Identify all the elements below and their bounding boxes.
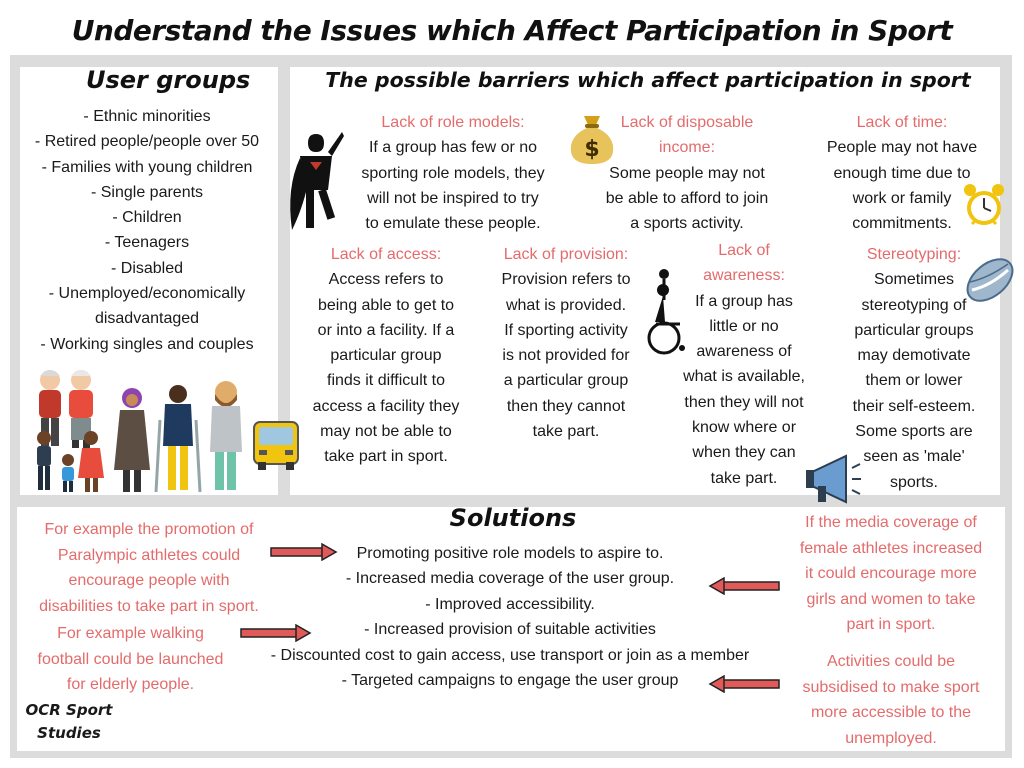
barrier-text: being able to get to — [317, 296, 455, 314]
arrow-left-icon — [708, 675, 780, 693]
note-line: For example walking — [57, 625, 204, 642]
barrier-title: Stereotyping: — [866, 246, 962, 263]
barrier-text: or into a facility. If a — [317, 321, 455, 339]
barrier-text: then they cannot — [506, 397, 626, 415]
list-item: - Targeted campaigns to engage the user group — [341, 672, 679, 690]
list-item: - Ethnic minorities — [83, 108, 211, 125]
list-item: - Discounted cost to gain access, use transport or join as a member — [270, 646, 750, 664]
list-item: Promoting positive role models to aspire to. — [356, 545, 664, 562]
note-line: Paralympic athletes could — [57, 546, 241, 564]
list-item: disadvantaged — [94, 310, 200, 328]
barrier-text: seen as 'male' — [863, 448, 965, 466]
barrier-title: Lack of provision: — [503, 246, 629, 263]
arrow-right-icon — [240, 624, 312, 642]
barrier-text: Provision refers to — [501, 271, 631, 289]
barrier-text: particular group — [330, 347, 442, 365]
barrier-title: Lack of role models: — [381, 114, 525, 131]
money-bag-icon — [567, 112, 617, 166]
megaphone-icon — [804, 452, 864, 508]
barrier-text: Access refers to — [328, 271, 444, 289]
page-title: Understand the Issues which Affect Participation in Sport — [71, 14, 953, 47]
arrow-left-icon — [708, 577, 780, 595]
note-line: encourage people with — [68, 572, 230, 589]
list-item: - Children — [112, 209, 182, 227]
ocr-sport-studies-label — [24, 699, 114, 745]
example-note-walking-football — [18, 621, 243, 698]
barrier-text: finds it difficult to — [327, 372, 445, 390]
barrier-text: a sports activity. — [630, 215, 744, 233]
barrier-text: may demotivate — [857, 347, 971, 365]
barrier-text: take part. — [532, 423, 600, 441]
note-line: If the media coverage of — [805, 514, 977, 531]
barrier-text: then they will not — [684, 393, 804, 411]
solutions-heading: Solutions — [449, 504, 577, 532]
barrier-text: People may not have — [826, 139, 978, 157]
barrier-title: Lack of time: — [856, 114, 948, 131]
barrier-text: to emulate these people. — [365, 215, 541, 233]
user-groups-list — [18, 104, 276, 357]
barrier-text: work or family — [852, 189, 952, 207]
barriers-heading: The possible barriers which affect participation in sport — [325, 68, 971, 92]
barrier-text: a particular group — [503, 372, 629, 390]
barrier-text: enough time due to — [833, 164, 971, 182]
note-line: unemployed. — [845, 729, 937, 747]
note-line: For example the promotion of — [44, 521, 254, 538]
barrier-text: Some people may not — [609, 164, 765, 182]
people-group-icon — [28, 360, 256, 495]
list-item: - Unemployed/economically — [48, 285, 246, 303]
barrier-text: be able to afford to join — [605, 189, 769, 207]
note-line: part in sport. — [846, 616, 936, 633]
list-item: - Working singles and couples — [40, 335, 254, 353]
barrier-title: income: — [658, 139, 716, 157]
note-line: girls and women to take — [806, 590, 976, 608]
barrier-text: awareness of — [696, 343, 792, 361]
barrier-text: their self-esteem. — [852, 397, 976, 415]
footer-line: OCR Sport — [25, 701, 113, 719]
user-groups-heading: User groups — [86, 66, 251, 94]
barrier-provision — [485, 242, 647, 444]
barrier-text: access a facility they — [312, 397, 460, 415]
note-line: it could encourage more — [805, 565, 977, 582]
note-line: subsidised to make sport — [802, 678, 980, 696]
list-item: - Teenagers — [104, 234, 190, 252]
barrier-text: take part in sport. — [324, 448, 448, 466]
example-note-media — [780, 510, 1002, 638]
alarm-clock-icon — [962, 182, 1006, 228]
solutions-list — [240, 541, 780, 693]
barrier-text: If a group has few or no — [368, 139, 538, 157]
barrier-title: awareness: — [703, 267, 785, 285]
barrier-text: will not be inspired to try — [367, 189, 539, 207]
list-item: - Retired people/people over 50 — [34, 133, 260, 151]
barrier-text: may not be able to — [320, 423, 452, 441]
barrier-text: little or no — [709, 317, 779, 335]
wheelchair-basketball-icon — [644, 268, 690, 358]
list-item: - Families with young children — [41, 158, 253, 176]
barrier-text: If a group has — [695, 292, 793, 310]
list-item: - Disabled — [110, 259, 184, 277]
barrier-title: Lack of access: — [330, 246, 442, 263]
list-item: - Improved accessibility. — [425, 595, 595, 613]
note-line: disabilities to take part in sport. — [39, 597, 259, 615]
barrier-text: If sporting activity — [504, 321, 628, 339]
list-item: - Increased provision of suitable activities — [364, 621, 656, 639]
arrow-right-icon — [270, 543, 338, 561]
note-line: for elderly people. — [66, 676, 195, 693]
barrier-awareness — [670, 238, 818, 491]
example-note-subsidised — [780, 649, 1002, 751]
rugby-ball-icon — [962, 252, 1018, 308]
barrier-text: sporting role models, they — [361, 164, 545, 182]
note-line: female athletes increased — [799, 539, 983, 557]
superhero-icon — [286, 128, 346, 236]
barrier-text: is not provided for — [502, 347, 630, 365]
barrier-text: sports. — [889, 473, 938, 491]
barrier-title: Lack of disposable — [620, 114, 754, 131]
barrier-text: take part. — [710, 469, 778, 487]
note-line: more accessible to the — [810, 704, 972, 721]
note-line: Activities could be — [826, 653, 956, 670]
barrier-text: Some sports are — [855, 423, 973, 441]
barrier-text: know where or — [691, 419, 797, 437]
barrier-text: them or lower — [865, 372, 963, 390]
example-note-paralympic — [18, 517, 280, 619]
svg-text:$: $ — [584, 137, 600, 162]
note-line: football could be launched — [37, 650, 224, 668]
bus-icon — [250, 418, 302, 472]
barrier-title: Lack of — [718, 242, 770, 259]
barrier-text: when they can — [692, 444, 796, 462]
barrier-text: particular groups — [854, 321, 974, 339]
barrier-access — [300, 242, 472, 470]
barrier-text: what is provided. — [505, 296, 627, 314]
footer-line: Studies — [37, 724, 101, 742]
barrier-text: Sometimes — [873, 271, 955, 289]
barrier-role-models — [338, 110, 568, 236]
barrier-text: commitments. — [852, 215, 952, 233]
barrier-text: stereotyping of — [861, 296, 967, 314]
barrier-text: what is available, — [683, 368, 805, 386]
list-item: - Increased media coverage of the user group. — [345, 570, 675, 588]
list-item: - Single parents — [90, 183, 204, 201]
